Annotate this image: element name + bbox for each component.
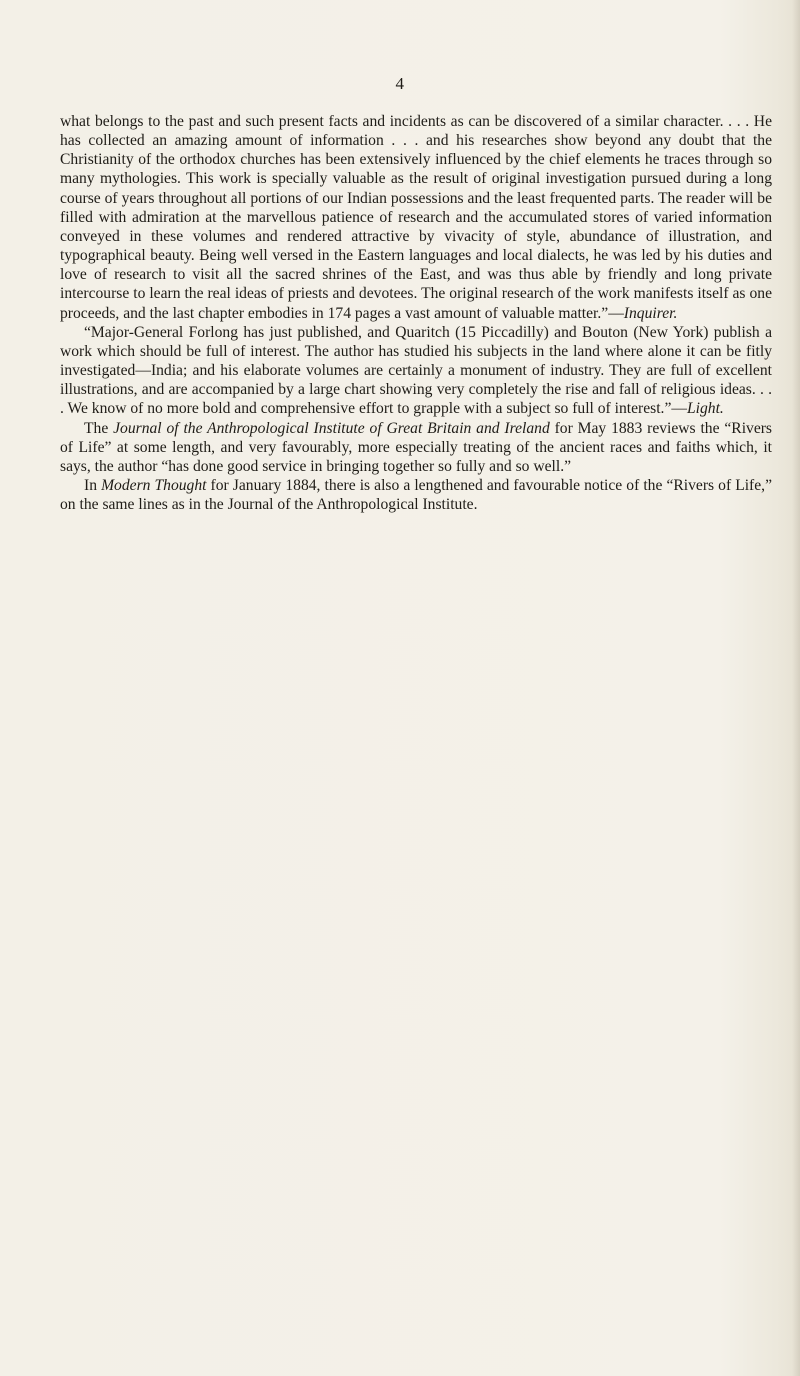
paragraph-modern-thought-review	[60, 476, 772, 514]
source-citation: Light.	[686, 400, 724, 418]
paragraph-lead: The	[84, 419, 114, 437]
paragraph-text: what belongs to the past and such present facts and incidents as can be discovered of a similar character. . . . He has collected an amazing amount of information . . . and his researches show beyond any doubt that the Christianity of the orthodox churches has been extensively influenced by the chief elements he traces through so many mythologies. This work is specially valuable as the result of original investigation pursued during a long course of years throughout all portions of our Indian possessions and the least frequented parts. The reader will be filled with admiration at the marvellous patience of research and the accumulated stores of varied information conveyed in these volumes and rendered attractive by vivacity of style, abundance of illustration, and typographical beauty. Being well versed in the Eastern languages and local dialects, he was led by his duties and love of research to visit all the sacred shrines of the East, and was thus able by friendly and long private intercourse to learn the real ideas of priests and devotees. The original research of the work manifests itself as one proceeds, and the last chapter embodies in 174 pages a vast amount of valuable matter.”—	[60, 113, 772, 322]
paragraph-text: for May 1883 reviews the “Rivers of Life” at some length, and very favourably, more especially treating of the ancient races and faiths which, it says, the author “has done good service in bringing together so fully and so well.”	[60, 419, 773, 475]
paragraph-lead: In	[84, 476, 102, 494]
paragraph-journal-review	[60, 419, 772, 476]
paragraph-text: “Major-General Forlong has just published, and Quaritch (15 Piccadilly) and Bouton (New York) publish a work which should be full of interest. The author has studied his subjects in the land where alone it can be fitly investigated—India; and his elaborate volumes are certainly a monument of industry. They are full of excellent illustrations, and are accompanied by a large chart showing very completely the rise and fall of religious ideas. . . . We know of no more bold and comprehensive effort to grapple with a subject so full of interest.”—	[60, 323, 772, 418]
page-number: 4	[395, 74, 405, 93]
publication-title: Modern Thought	[101, 476, 207, 494]
paragraph-text: for January 1884, there is also a lengthened and favourable notice of the “Rivers of Life,” on the same lines as in the Journal of the Anthropological Institute.	[60, 476, 772, 514]
paragraph-inquirer-review	[60, 112, 772, 323]
paragraph-light-review	[60, 323, 772, 419]
review-text-block	[60, 112, 772, 514]
page-edge-shadow	[792, 0, 800, 1376]
source-citation: Inquirer.	[623, 304, 678, 322]
publication-title: Journal of the Anthropological Institute of Great Britain and Ireland	[113, 419, 550, 437]
